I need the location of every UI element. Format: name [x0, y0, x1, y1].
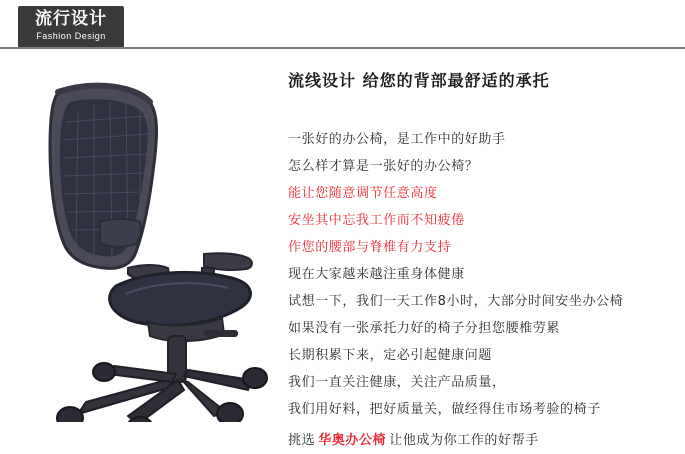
copy-line-highlight: 能让您随意调节任意高度 [288, 186, 438, 201]
copy-line: 我们一直关注健康，关注产品质量， [288, 375, 506, 390]
page-title: 流线设计 给您的背部最舒适的承托 [288, 71, 550, 90]
copy-line-list [288, 126, 676, 454]
copy-line: 如果没有一张承托力好的椅子分担您腰椎劳累 [288, 321, 561, 336]
chair-lumbar-support [100, 219, 141, 247]
copy-line-highlight: 安坐其中忘我工作而不知疲倦 [288, 213, 465, 228]
office-chair-illustration [8, 72, 270, 422]
copy-line: 试想一下，我们一天工作8小时，大部分时间安坐办公椅 [288, 294, 624, 309]
chair-height-lever [204, 330, 238, 337]
copy-line: 长期积累下来，定必引起健康问题 [288, 348, 493, 363]
copy-line: 现在大家越来越注重身体健康 [288, 267, 465, 282]
header [0, 0, 685, 50]
final-suffix: 让他成为你工作的好帮手 [389, 433, 539, 448]
chair-seat [110, 272, 251, 325]
copy-final-line [288, 427, 676, 454]
brand-badge [18, 6, 124, 48]
header-divider [0, 47, 685, 49]
copy-line: 一张好的办公椅，是工作中的好助手 [288, 132, 506, 147]
brand-name-en: Fashion Design [36, 31, 106, 41]
brand-name-cn: 流行设计 [35, 9, 107, 29]
copy-line: 怎么样才算是一张好的办公椅？ [288, 159, 479, 174]
copy-line: 我们用好料，把好质量关，做经得住市场考验的椅子 [288, 402, 601, 417]
final-prefix: 挑选 [288, 433, 316, 448]
product-image [8, 72, 270, 422]
copy-block [288, 70, 676, 454]
copy-line-highlight: 作您的腰部与脊椎有力支持 [288, 240, 452, 255]
brand-highlight: 华奥办公椅 [318, 433, 387, 448]
